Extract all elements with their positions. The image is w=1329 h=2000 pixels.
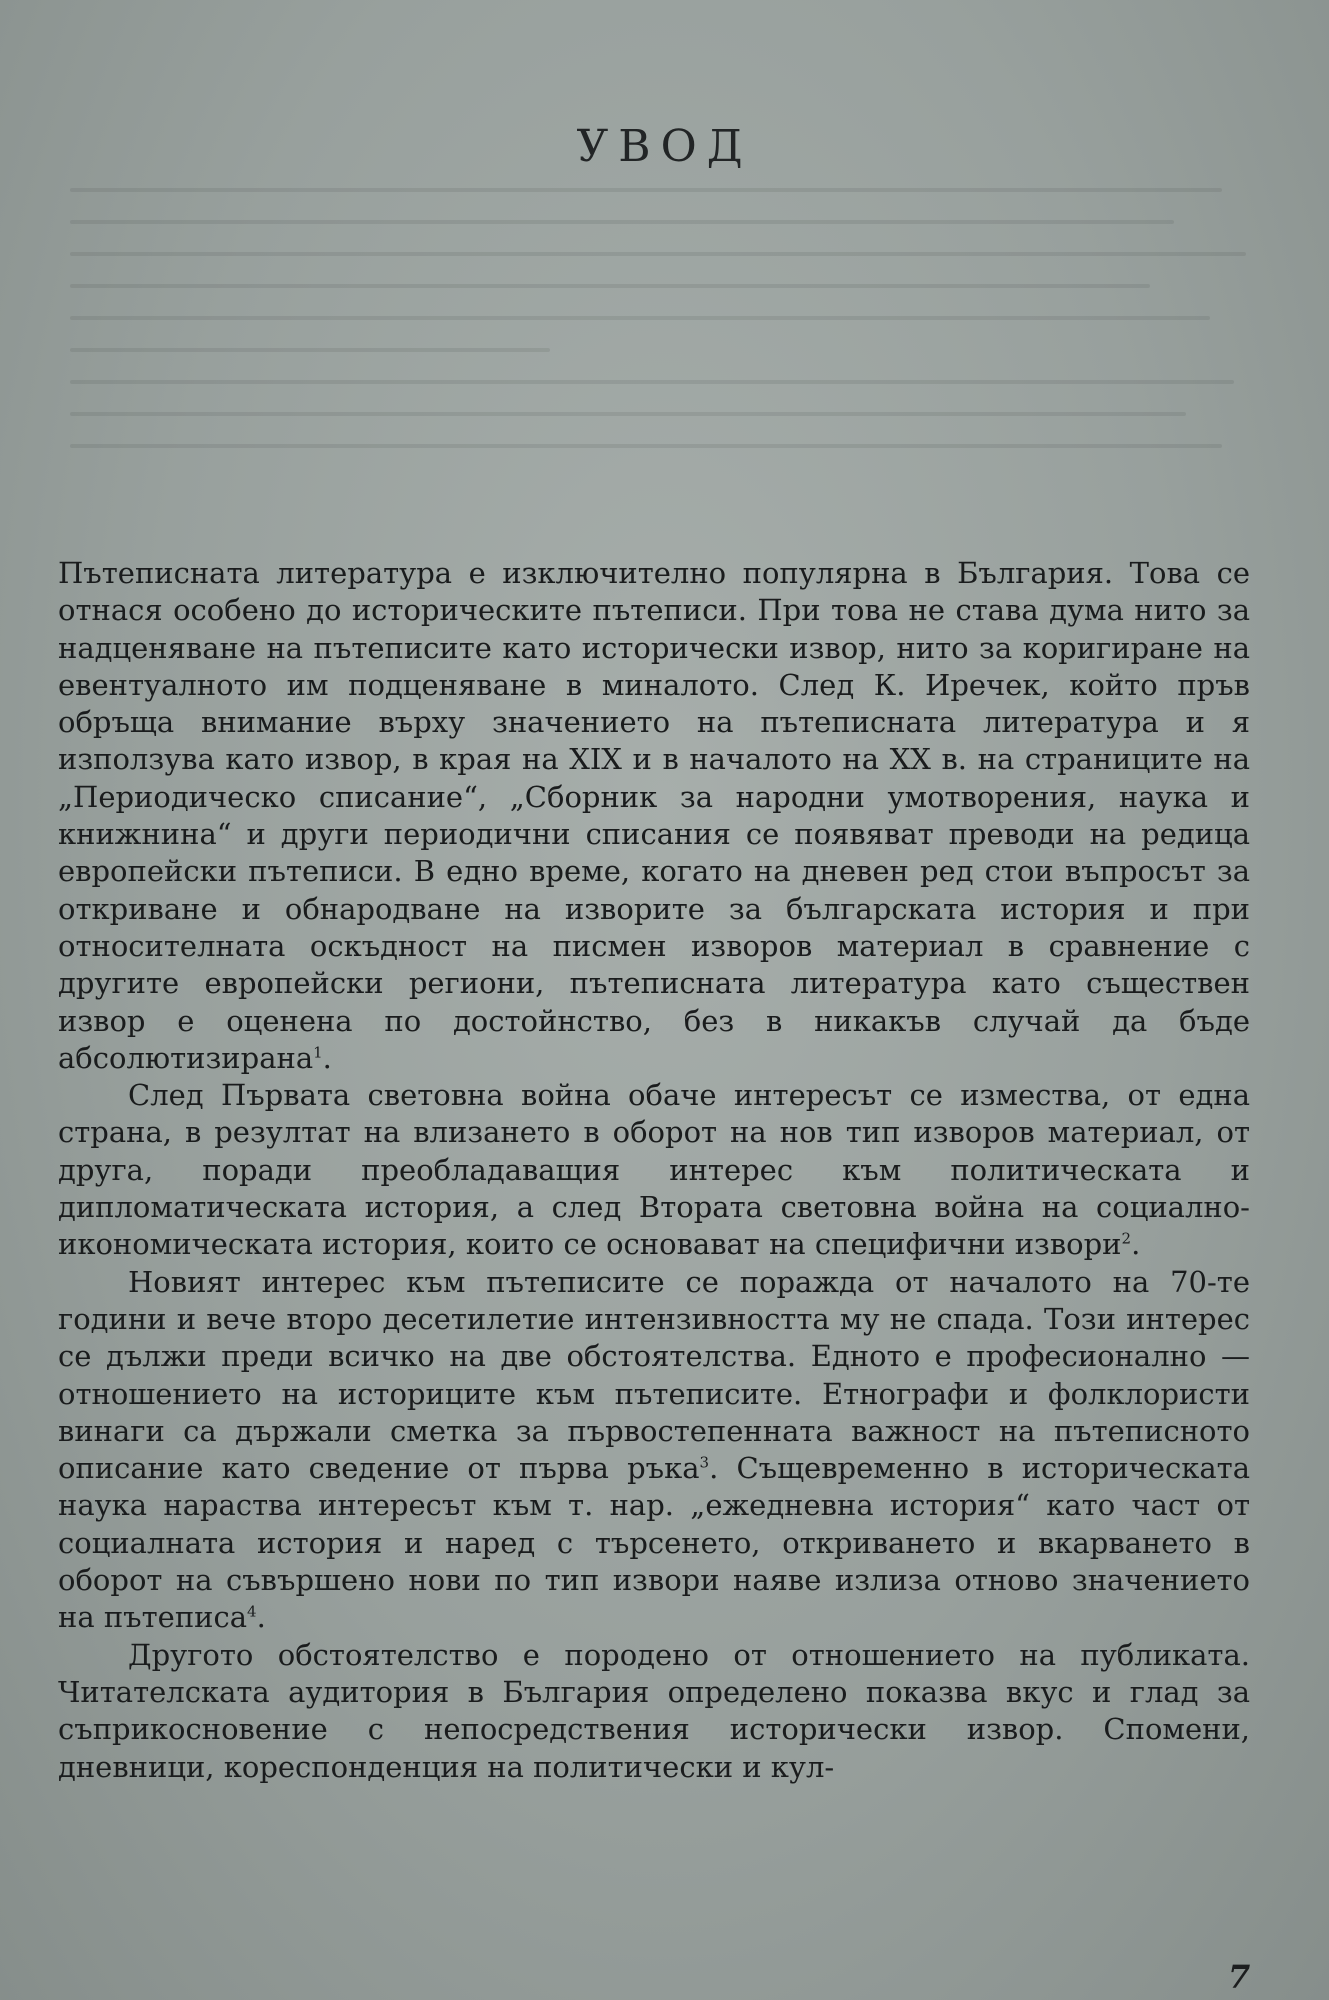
footnote-ref-3: 3 [699, 1453, 710, 1472]
page-number: 7 [1228, 1958, 1251, 1996]
paragraph-3: Новият интерес към пътеписите се поражда от началото на 70-те години и вече второ десетилетие интензивността му не спада. Този интерес се дължи преди всичко на две обстоятелства. Едното е професионално — отношението на историците към пътеписите. Етнографи и фолклористи винаги са държали сметка за първостепенната важност на пътеписното описание като сведение от първа ръка$^3$. Същевременно в историческата наука нараства интересът към т. нар. „ежедневна история“ като част от социалната история и наред с търсенето, откриването и вкарването в оборот на съвършено нови по тип извори наяве излиза отново значението на пътеписа$^4$. [58, 1264, 1250, 1635]
paragraph-1: Пътеписната литература е изключително популярна в България. Това се отнася особено до историческите пътеписи. При това не става дума нито за надценяване на пътеписите като исторически извор, нито за коригиране на евентуалното им подценяване в миналото. След К. Иречек, който пръв обръща внимание върху значението на пътеписната литература и я използува като извор, в края на XIX и в началото на XX в. на страниците на „Периодическо списание“, „Сборник за народни умотворения, наука и книжнина“ и други периодични списания се появяват преводи на редица европейски пътеписи. В едно време, когато на дневен ред стои въпросът за откриване и обнародване на изворите за българската история и при относителната оскъдност на писмен изворов материал в сравнение с другите европейски региони, пътеписната литература като съществен извор е оценена по достойнство, без в никакъв случай да бъде абсолютизирана$^1$. [58, 556, 1250, 1075]
footnote-ref-1: 1 [313, 1043, 323, 1062]
footnote-ref-2: 2 [1121, 1229, 1132, 1248]
page-title: УВОД [576, 121, 753, 173]
paragraph-1-text: Пътеписната литература е изключително популярна в България. Това се отнася особено до историческите пътеписи. При това не става дума нито за надценяване на пътеписите като исторически извор, нито за коригиране на евентуалното им подценяване в миналото. След К. Иречек, който пръв обръща внимание върху значението на пътеписната литература и я използува като извор, в края на XIX и в началото на XX в. на страниците на „Периодическо списание“, „Сборник за народни умотворения, наука и книжнина“ и други периодични списания се появяват преводи на редица европейски пътеписи. В едно време, когато на дневен ред стои въпросът за откриване и обнародване на изворите за българската история и при относителната оскъдност на писмен изворов материал в сравнение с другите европейски региони, пътеписната литература като съществен извор е оценена по достойнство, без в никакъв случай да бъде абсолютизирана [58, 556, 1250, 1075]
paragraph-4-text: Другото обстоятелство е породено от отношението на публиката. Читателската аудитория в България определено показва вкус и глад за съприкосновение с непосредствения исторически извор. Спомени, дневници, кореспонденция на политически и кул- [58, 1637, 1250, 1784]
body-text [58, 555, 1250, 1786]
paragraph-4 [58, 1637, 1250, 1786]
footnote-ref-4: 4 [247, 1602, 257, 1621]
paragraph-2-text: След Първата световна война обаче интересът се измества, от една страна, в резултат на влизането в оборот на нов тип изворов материал, от друга, поради преобладаващия интерес към политическата и дипломатическата история, а след Втората световна война на социално-икономическата история, които се основават на специфични извори [58, 1078, 1250, 1262]
show-through-text [70, 160, 1270, 550]
paragraph-3-text-a: Новият интерес към пътеписите се поражда от началото на 70-те години и вече второ десетилетие интензивността му не спада. Този интерес се дължи преди всичко на две обстоятелства. Едното е професионално — отношението на историците към пътеписите. Етнографи и фолклористи винаги са държали сметка за първостепенната важност на пътеписното описание като сведение от първа ръка [58, 1264, 1250, 1486]
paragraph-2: След Първата световна война обаче интересът се измества, от една страна, в резултат на влизането в оборот на нов тип изворов материал, от друга, поради преобладаващия интерес към политическата и дипломатическата история, а след Втората световна война на социално-икономическата история, които се основават на специфични извори$^2$. [58, 1078, 1250, 1262]
paragraph-3-text-b: . Същевременно в историческата наука нараства интересът към т. нар. „ежедневна история“ като част от социалната история и наред с търсенето, откриването и вкарването в оборот на съвършено нови по тип извори наяве излиза отново значението на пътеписа [58, 1451, 1250, 1635]
